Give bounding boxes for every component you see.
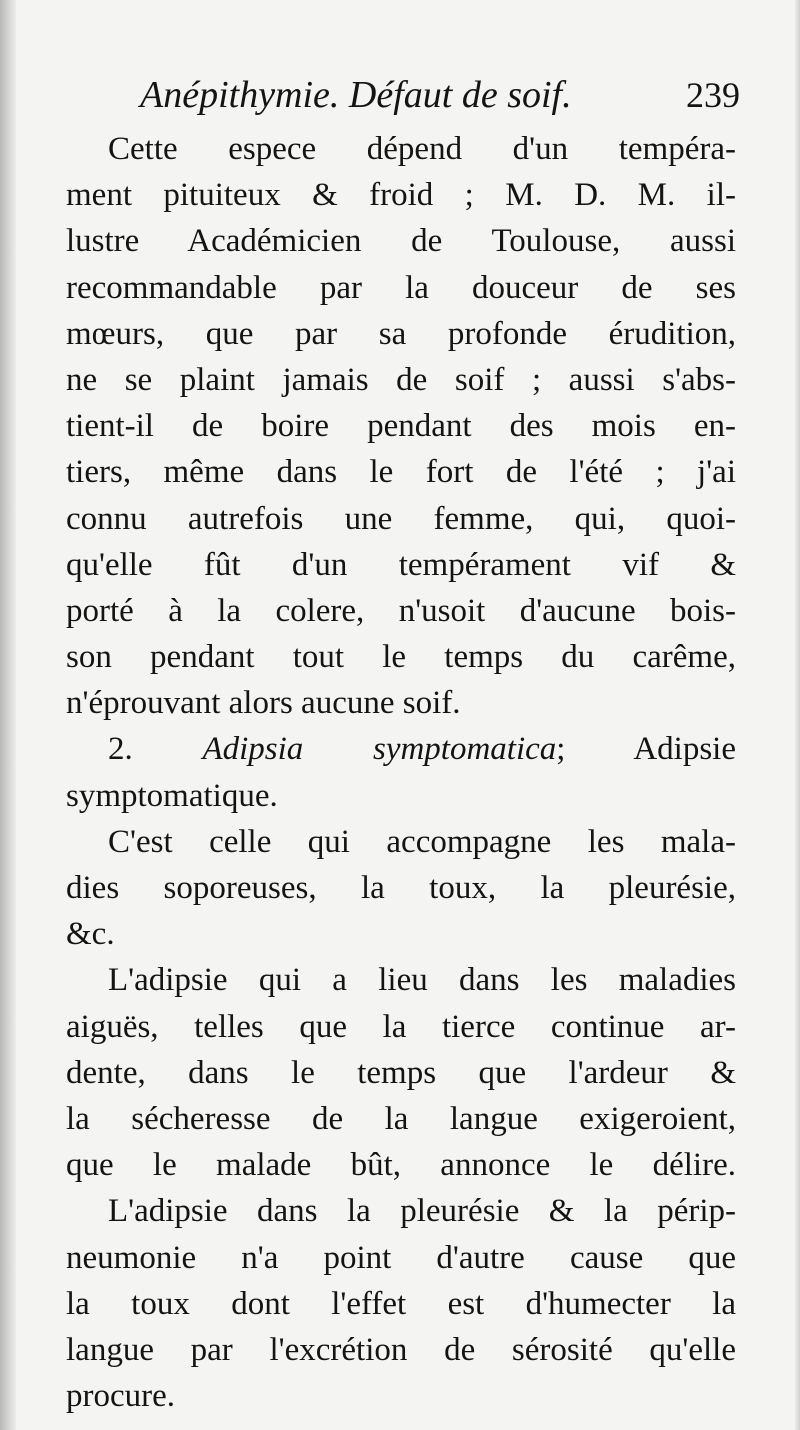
page-number: 239 bbox=[686, 75, 740, 115]
text-line: C'est celle qui accompagne les mala- bbox=[108, 823, 736, 860]
text-line: L'adipsie dans la pleurésie & la périp- bbox=[108, 1193, 736, 1230]
section-number: 2. bbox=[108, 731, 133, 768]
text-line: mœurs, que par sa profonde érudition, bbox=[66, 315, 736, 352]
text-line: tiers, même dans le fort de l'été ; j'ai bbox=[66, 454, 736, 491]
text-line: dies soporeuses, la toux, la pleurésie, bbox=[66, 870, 736, 906]
text-line: porté à la colere, n'usoit d'aucune bois- bbox=[66, 592, 736, 629]
text-line: aiguës, telles que la tierce continue ar- bbox=[66, 1008, 736, 1045]
text-line: procure. bbox=[66, 1378, 176, 1415]
text-line: Cette espece dépend d'un tempéra- bbox=[108, 131, 736, 167]
running-title: Anépithymie. Défaut de soif. bbox=[140, 74, 572, 116]
text-line: &c. bbox=[66, 916, 115, 953]
text-line: neumonie n'a point d'autre cause que bbox=[66, 1239, 736, 1276]
text-line: la toux dont l'effet est d'humecter la bbox=[66, 1285, 736, 1322]
body-text bbox=[66, 126, 736, 1419]
text-line: dente, dans le temps que l'ardeur & bbox=[66, 1054, 736, 1091]
text-line: que le malade bût, annonce le délire. bbox=[66, 1147, 736, 1184]
section-term-translation: ; Adipsie bbox=[556, 731, 736, 768]
text-line: tient-il de boire pendant des mois en- bbox=[66, 408, 736, 445]
section-heading-line bbox=[66, 726, 736, 772]
text-line: qu'elle fût d'un tempérament vif & bbox=[66, 546, 736, 583]
page-gutter-shadow bbox=[0, 0, 16, 1430]
text-line: recommandable par la douceur de ses bbox=[66, 269, 736, 306]
text-line: ment pituiteux & froid ; M. D. M. il- bbox=[66, 177, 736, 214]
text-line: connu autrefois une femme, qui, quoi- bbox=[66, 500, 736, 537]
page-edge bbox=[794, 0, 800, 1430]
text-line: son pendant tout le temps du carême, bbox=[66, 639, 736, 676]
text-line: L'adipsie qui a lieu dans les maladies bbox=[108, 962, 736, 999]
section-term: Adipsia symptomatica bbox=[202, 731, 557, 768]
text-line: langue par l'excrétion de sérosité qu'elle bbox=[66, 1331, 736, 1368]
text-line: symptomatique. bbox=[66, 777, 278, 814]
text-line: lustre Académicien de Toulouse, aussi bbox=[66, 223, 736, 260]
text-line: n'éprouvant alors aucune soif. bbox=[66, 685, 461, 722]
text-line: ne se plaint jamais de soif ; aussi s'abs- bbox=[66, 361, 736, 398]
text-line: la sécheresse de la langue exigeroient, bbox=[66, 1100, 736, 1137]
page-header bbox=[140, 72, 740, 118]
